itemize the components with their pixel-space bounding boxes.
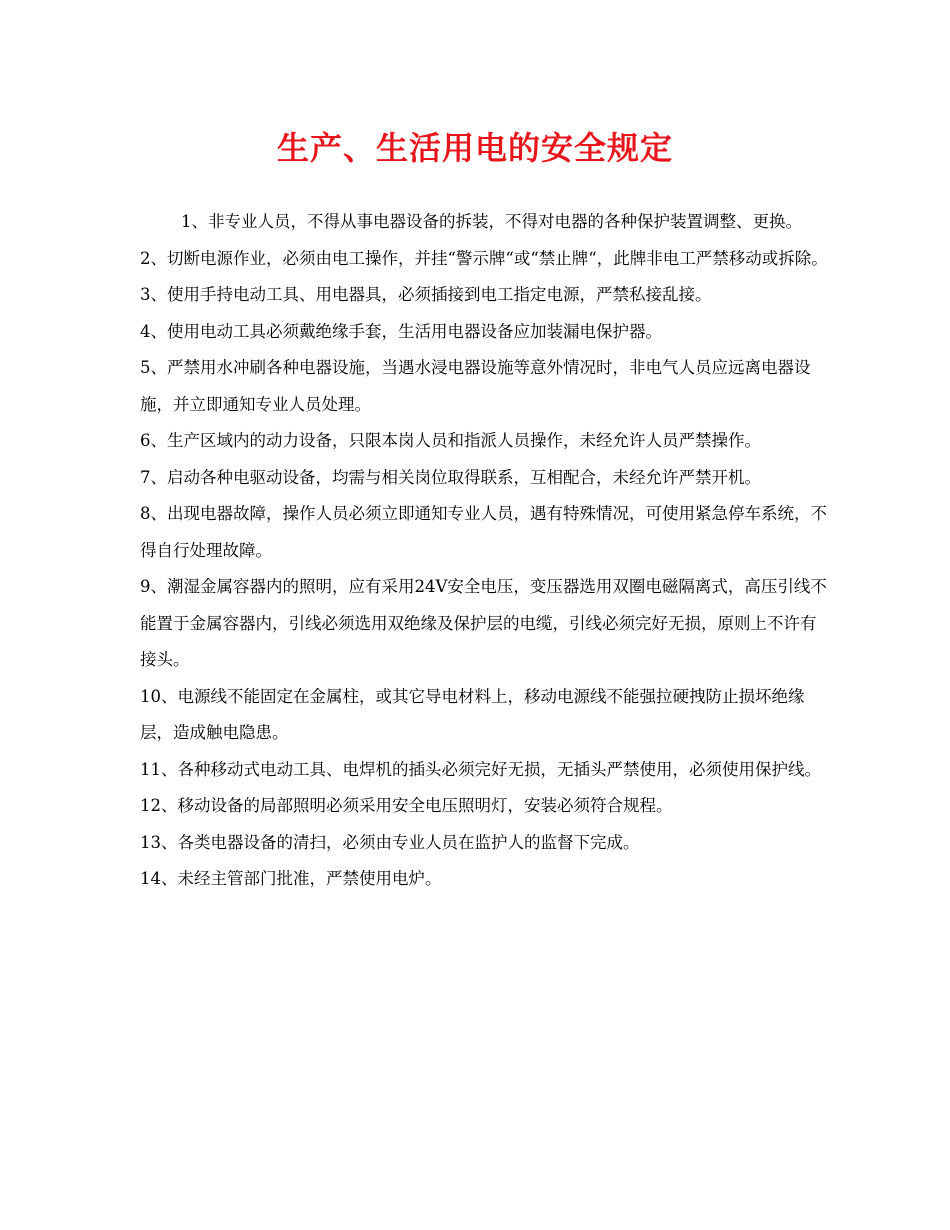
page-title: 生产、生活用电的安全规定 [276, 129, 673, 167]
rule-paragraph-3: 3、使用手持电动工具、用电器具，必须插接到电工指定电源，严禁私接乱接。 [140, 285, 712, 304]
rule-paragraph-12: 12、移动设备的局部照明必须采用安全电压照明灯，安装必须符合规程。 [140, 796, 673, 815]
document-body [140, 204, 830, 898]
rule-paragraph-5: 5、严禁用水冲刷各种电器设施，当遇水浸电器设施等意外情况时，非电气人员应远离电器设施，并立即通知专业人员处理。 [140, 358, 811, 414]
rule-paragraph-9: 9、潮湿金属容器内的照明，应有采用24V安全电压，变压器选用双圈电磁隔离式，高压引线不能置于金属容器内，引线必须选用双绝缘及保护层的电缆，引线必须完好无损，原则上不许有接头。 [140, 577, 827, 669]
rule-paragraph-10: 10、电源线不能固定在金属柱，或其它导电材料上，移动电源线不能强拉硬拽防止损坏绝缘层，造成触电隐患。 [140, 686, 805, 742]
rule-paragraph-4: 4、使用电动工具必须戴绝缘手套，生活用电器设备应加装漏电保护器。 [140, 321, 662, 341]
rule-paragraph-14: 14、未经主管部门批准，严禁使用电炉。 [140, 869, 442, 888]
rule-paragraph-13: 13、各类电器设备的清扫，必须由专业人员在监护人的监督下完成。 [140, 832, 640, 852]
rule-paragraph-7: 7、启动各种电驱动设备，均需与相关岗位取得联系，互相配合，未经允许严禁开机。 [140, 467, 761, 487]
rule-paragraph-1: 1、非专业人员，不得从事电器设备的拆装，不得对电器的各种保护装置调整、更换。 [181, 212, 802, 231]
rule-paragraph-11: 11、各种移动式电动工具、电焊机的插头必须完好无损，无插头严禁使用，必须使用保护线。 [140, 759, 821, 779]
rule-paragraph-8: 8、出现电器故障，操作人员必须立即通知专业人员，遇有特殊情况，可使用紧急停车系统，不得自行处理故障。 [140, 504, 827, 560]
rule-paragraph-2: 2、切断电源作业，必须由电工操作，并挂“警示牌“或“禁止牌“，此牌非电工严禁移动或拆除。 [140, 248, 828, 268]
rule-paragraph-6: 6、生产区域内的动力设备，只限本岗人员和指派人员操作，未经允许人员严禁操作。 [140, 431, 761, 450]
